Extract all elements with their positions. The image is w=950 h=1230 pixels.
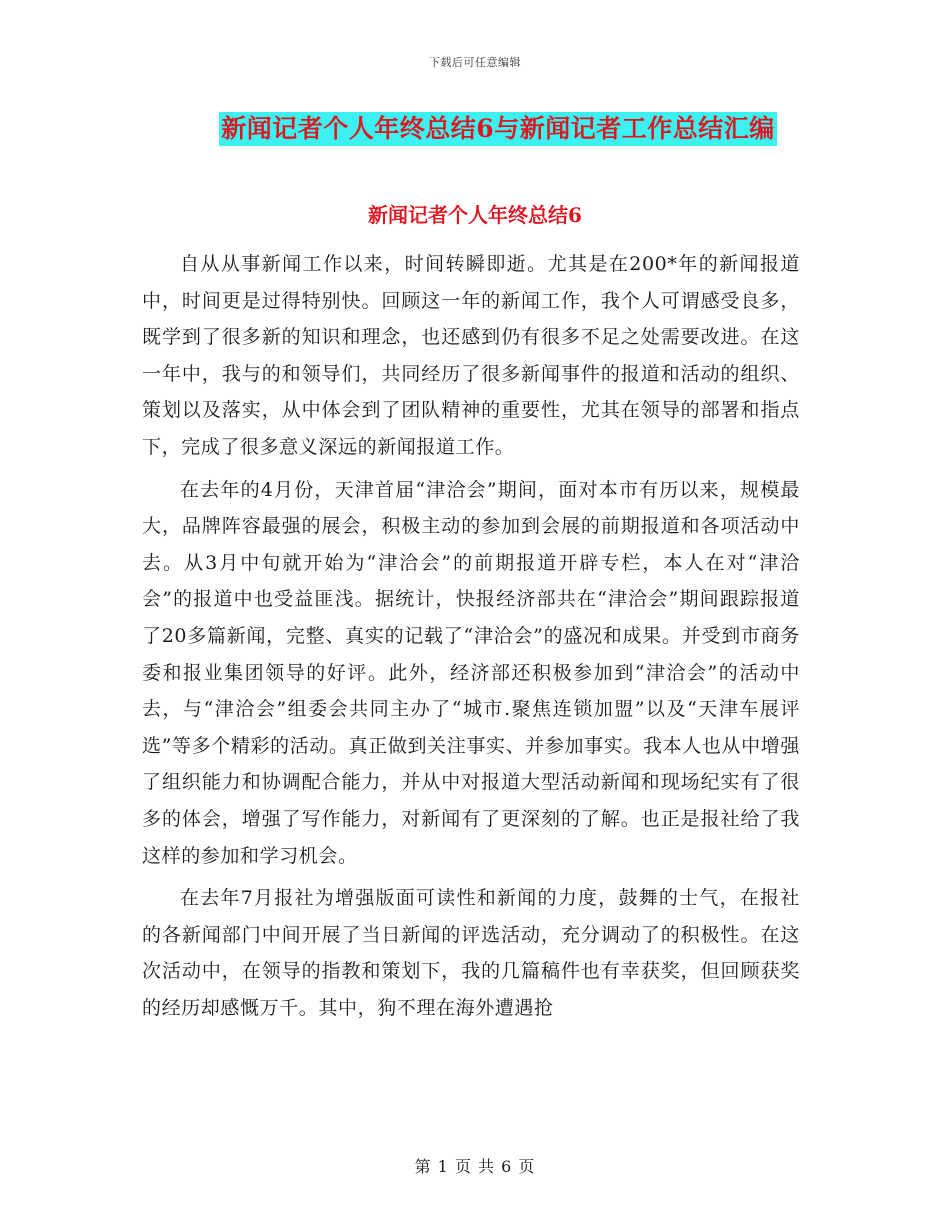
page-number-footer: 第 1 页 共 6 页 [414, 1157, 536, 1176]
document-body [142, 246, 800, 1032]
paragraph-3: 在去年7月报社为增强版面可读性和新闻的力度，鼓舞的士气，在报社的各新闻部门中间开展了当日新闻的评选活动，充分调动了的积极性。在这次活动中，在领导的指教和策划下，我的几篇稿件也有幸获奖，但回顾获奖的经历却感慨万千。其中，狗不理在海外遭遇抢 [142, 887, 800, 1019]
paragraph-1: 自从从事新闻工作以来，时间转瞬即逝。尤其是在200*年的新闻报道中，时间更是过得特别快。回顾这一年的新闻工作，我个人可谓感受良多，既学到了很多新的知识和理念，也还感到仍有很多不足之处需要改进。在这一年中，我与的和领导们，共同经历了很多新闻事件的报道和活动的组织、策划以及落实，从中体会到了团队精神的重要性，尤其在领导的部署和指点下，完成了很多意义深远的新闻报道工作。 [142, 253, 800, 458]
section-title: 新闻记者个人年终总结6 [368, 203, 582, 227]
main-title: 新闻记者个人年终总结6与新闻记者工作总结汇编 [219, 112, 776, 146]
paragraph-2: 在去年的4月份，天津首届“津洽会”期间，面对本市有历以来，规模最大，品牌阵容最强的展会，积极主动的参加到会展的前期报道和各项活动中去。从3月中旬就开始为“津洽会”的前期报道开辟专栏，本人在对“津洽会”的报道中也受益匪浅。据统计，快报经济部共在“津洽会”期间跟踪报道了20多篇新闻，完整、真实的记载了“津洽会”的盛况和成果。并受到市商务委和报业集团领导的好评。此外，经济部还积极参加到“津洽会”的活动中去，与“津洽会”组委会共同主办了“城市.聚焦连锁加盟”以及“天津车展评选”等多个精彩的活动。真正做到关注事实、并参加事实。我本人也从中增强了组织能力和协调配合能力，并从中对报道大型活动新闻和现场纪实有了很多的体会，增强了写作能力，对新闻有了更深刻的了解。也正是报社给了我这样的参加和学习机会。 [142, 478, 800, 867]
main-title-container [0, 112, 950, 146]
page-header-note: 下载后可任意编辑 [429, 56, 521, 69]
